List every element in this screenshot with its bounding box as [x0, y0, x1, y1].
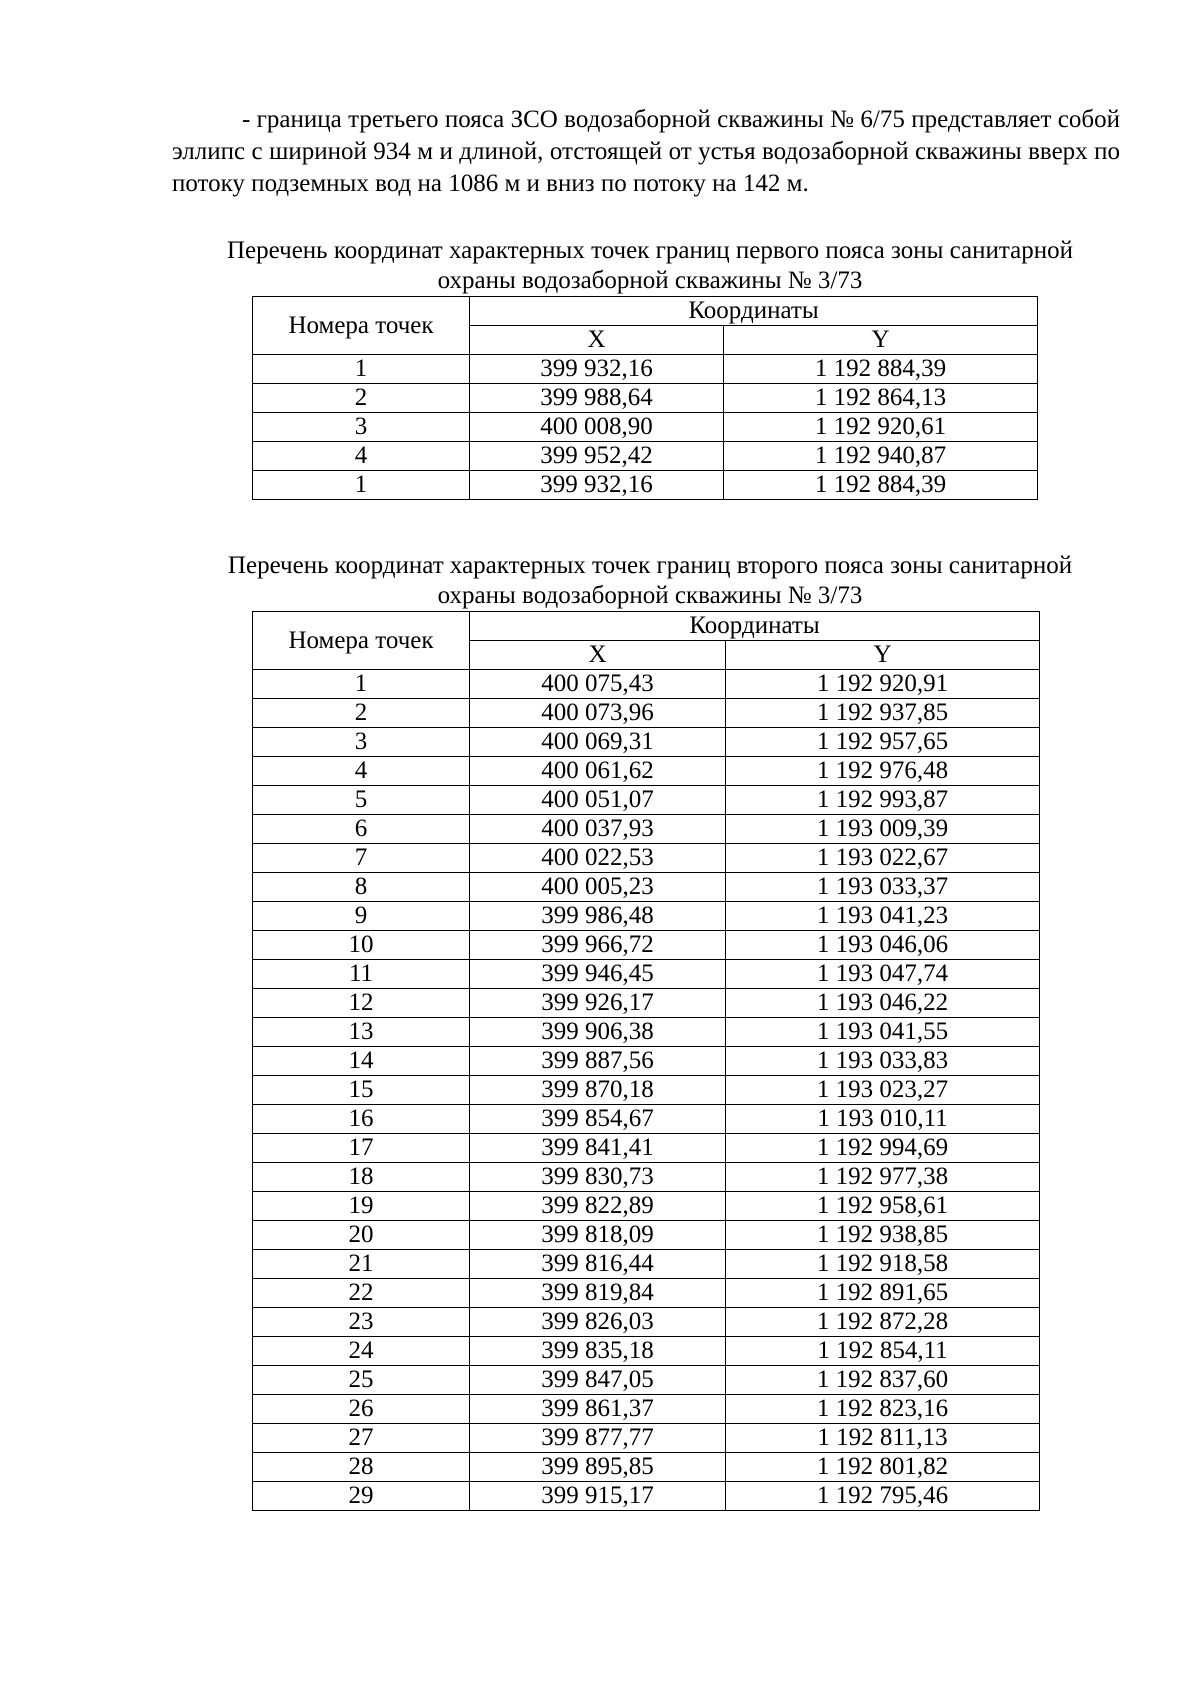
x-coordinate-cell: 399 877,77: [470, 1424, 726, 1453]
table-row: [253, 1076, 1040, 1105]
table-row: [253, 670, 1040, 699]
y-coordinate-cell: 1 193 046,06: [726, 931, 1040, 960]
y-coordinate-cell: 1 192 872,28: [726, 1308, 1040, 1337]
y-coordinate-cell: 1 192 937,85: [726, 699, 1040, 728]
x-coordinate-cell: 399 835,18: [470, 1337, 726, 1366]
point-number-cell: 19: [253, 1192, 470, 1221]
header-coordinates: Координаты: [470, 612, 1040, 641]
x-coordinate-cell: 399 818,09: [470, 1221, 726, 1250]
x-coordinate-cell: 399 926,17: [470, 989, 726, 1018]
y-coordinate-cell: 1 192 795,46: [726, 1482, 1040, 1511]
x-coordinate-cell: 399 932,16: [470, 355, 724, 384]
y-coordinate-cell: 1 192 884,39: [724, 471, 1038, 500]
point-number-cell: 26: [253, 1395, 470, 1424]
y-coordinate-cell: 1 192 957,65: [726, 728, 1040, 757]
intro-paragraph: [172, 104, 1120, 200]
y-coordinate-cell: 1 193 033,37: [726, 873, 1040, 902]
point-number-cell: 5: [253, 786, 470, 815]
x-coordinate-cell: 400 069,31: [470, 728, 726, 757]
table2-caption-line1: Перечень координат характерных точек границ второго пояса зоны санитарной: [227, 552, 1073, 579]
y-coordinate-cell: 1 192 891,65: [726, 1279, 1040, 1308]
x-coordinate-cell: 400 008,90: [470, 413, 724, 442]
table-row: [253, 931, 1040, 960]
y-coordinate-cell: 1 193 041,55: [726, 1018, 1040, 1047]
y-coordinate-cell: 1 192 977,38: [726, 1163, 1040, 1192]
table-row: [253, 1366, 1040, 1395]
table-row: [253, 873, 1040, 902]
y-coordinate-cell: 1 192 811,13: [726, 1424, 1040, 1453]
point-number-cell: 29: [253, 1482, 470, 1511]
header-x: X: [470, 326, 724, 355]
table1-caption-line1: Перечень координат характерных точек границ первого пояса зоны санитарной: [227, 237, 1073, 264]
x-coordinate-cell: 399 932,16: [470, 471, 724, 500]
table-row: [253, 1453, 1040, 1482]
table1-caption-line2: охраны водозаборной скважины № 3/73: [437, 267, 863, 294]
point-number-cell: 1: [253, 355, 470, 384]
y-coordinate-cell: 1 192 976,48: [726, 757, 1040, 786]
x-coordinate-cell: 399 895,85: [470, 1453, 726, 1482]
y-coordinate-cell: 1 192 837,60: [726, 1366, 1040, 1395]
y-coordinate-cell: 1 193 033,83: [726, 1047, 1040, 1076]
point-number-cell: 7: [253, 844, 470, 873]
y-coordinate-cell: 1 192 884,39: [724, 355, 1038, 384]
y-coordinate-cell: 1 192 801,82: [726, 1453, 1040, 1482]
x-coordinate-cell: 399 822,89: [470, 1192, 726, 1221]
header-y: Y: [726, 641, 1040, 670]
table2-caption-line2: охраны водозаборной скважины № 3/73: [437, 582, 863, 609]
table-row: [253, 902, 1040, 931]
first-belt-coordinates-table: [252, 296, 1038, 500]
y-coordinate-cell: 1 192 918,58: [726, 1250, 1040, 1279]
y-coordinate-cell: 1 193 046,22: [726, 989, 1040, 1018]
y-coordinate-cell: 1 193 009,39: [726, 815, 1040, 844]
table-row: [253, 960, 1040, 989]
point-number-cell: 2: [253, 384, 470, 413]
x-coordinate-cell: 399 966,72: [470, 931, 726, 960]
point-number-cell: 14: [253, 1047, 470, 1076]
point-number-cell: 12: [253, 989, 470, 1018]
x-coordinate-cell: 399 986,48: [470, 902, 726, 931]
point-number-cell: 4: [253, 442, 470, 471]
point-number-cell: 16: [253, 1105, 470, 1134]
point-number-cell: 11: [253, 960, 470, 989]
point-number-cell: 10: [253, 931, 470, 960]
y-coordinate-cell: 1 192 823,16: [726, 1395, 1040, 1424]
table-row: [253, 815, 1040, 844]
table-row: [253, 471, 1038, 500]
table-row: [253, 1163, 1040, 1192]
point-number-cell: 9: [253, 902, 470, 931]
x-coordinate-cell: 399 847,05: [470, 1366, 726, 1395]
point-number-cell: 25: [253, 1366, 470, 1395]
x-coordinate-cell: 399 819,84: [470, 1279, 726, 1308]
x-coordinate-cell: 400 073,96: [470, 699, 726, 728]
table-row: [253, 1424, 1040, 1453]
point-number-cell: 13: [253, 1018, 470, 1047]
y-coordinate-cell: 1 193 023,27: [726, 1076, 1040, 1105]
point-number-cell: 17: [253, 1134, 470, 1163]
x-coordinate-cell: 399 906,38: [470, 1018, 726, 1047]
x-coordinate-cell: 399 988,64: [470, 384, 724, 413]
y-coordinate-cell: 1 192 938,85: [726, 1221, 1040, 1250]
point-number-cell: 2: [253, 699, 470, 728]
x-coordinate-cell: 399 870,18: [470, 1076, 726, 1105]
second-belt-coordinates-table: [252, 611, 1040, 1511]
point-number-cell: 8: [253, 873, 470, 902]
y-coordinate-cell: 1 193 041,23: [726, 902, 1040, 931]
table-row: [253, 844, 1040, 873]
point-number-cell: 23: [253, 1308, 470, 1337]
table1-body: [253, 355, 1038, 500]
y-coordinate-cell: 1 192 958,61: [726, 1192, 1040, 1221]
point-number-cell: 3: [253, 728, 470, 757]
y-coordinate-cell: 1 192 864,13: [724, 384, 1038, 413]
header-x: X: [470, 641, 726, 670]
table-row: [253, 355, 1038, 384]
table-row: [253, 1279, 1040, 1308]
point-number-cell: 1: [253, 471, 470, 500]
x-coordinate-cell: 400 005,23: [470, 873, 726, 902]
x-coordinate-cell: 399 826,03: [470, 1308, 726, 1337]
y-coordinate-cell: 1 193 010,11: [726, 1105, 1040, 1134]
header-point-numbers: Номера точек: [253, 612, 470, 670]
x-coordinate-cell: 399 915,17: [470, 1482, 726, 1511]
point-number-cell: 15: [253, 1076, 470, 1105]
table-row: [253, 699, 1040, 728]
x-coordinate-cell: 400 051,07: [470, 786, 726, 815]
table-row: [253, 1018, 1040, 1047]
y-coordinate-cell: 1 193 022,67: [726, 844, 1040, 873]
header-y: Y: [724, 326, 1038, 355]
table-row: [253, 1221, 1040, 1250]
table-row: [253, 786, 1040, 815]
table-row: [253, 728, 1040, 757]
table2-caption: [150, 551, 1150, 611]
table-row: [253, 1308, 1040, 1337]
table-row: [253, 1482, 1040, 1511]
x-coordinate-cell: 400 061,62: [470, 757, 726, 786]
point-number-cell: 4: [253, 757, 470, 786]
point-number-cell: 27: [253, 1424, 470, 1453]
header-coordinates: Координаты: [470, 297, 1038, 326]
table-row: [253, 1047, 1040, 1076]
point-number-cell: 20: [253, 1221, 470, 1250]
table1-caption: [150, 236, 1150, 296]
x-coordinate-cell: 400 075,43: [470, 670, 726, 699]
table-row: [253, 1105, 1040, 1134]
x-coordinate-cell: 400 022,53: [470, 844, 726, 873]
y-coordinate-cell: 1 192 854,11: [726, 1337, 1040, 1366]
point-number-cell: 1: [253, 670, 470, 699]
table2-body: [253, 670, 1040, 1511]
table-row: [253, 1192, 1040, 1221]
x-coordinate-cell: 399 854,67: [470, 1105, 726, 1134]
header-point-numbers: Номера точек: [253, 297, 470, 355]
table-row: [253, 1134, 1040, 1163]
y-coordinate-cell: 1 193 047,74: [726, 960, 1040, 989]
y-coordinate-cell: 1 192 920,91: [726, 670, 1040, 699]
table-row: [253, 384, 1038, 413]
x-coordinate-cell: 399 887,56: [470, 1047, 726, 1076]
y-coordinate-cell: 1 192 993,87: [726, 786, 1040, 815]
point-number-cell: 22: [253, 1279, 470, 1308]
x-coordinate-cell: 400 037,93: [470, 815, 726, 844]
table-row: [253, 442, 1038, 471]
table-row: [253, 757, 1040, 786]
point-number-cell: 6: [253, 815, 470, 844]
table-row: [253, 413, 1038, 442]
table-row: [253, 1250, 1040, 1279]
x-coordinate-cell: 399 861,37: [470, 1395, 726, 1424]
point-number-cell: 18: [253, 1163, 470, 1192]
x-coordinate-cell: 399 816,44: [470, 1250, 726, 1279]
table-row: [253, 989, 1040, 1018]
point-number-cell: 3: [253, 413, 470, 442]
intro-paragraph-text: - граница третьего пояса ЗСО водозаборной скважины № 6/75 представляет собой эллипс с шириной 934 м и длиной, отстоящей от устья водозаборной скважины вверх по потоку подземных вод на 1086 м и вниз по потоку на 142 м.: [172, 106, 1120, 197]
y-coordinate-cell: 1 192 920,61: [724, 413, 1038, 442]
x-coordinate-cell: 399 830,73: [470, 1163, 726, 1192]
y-coordinate-cell: 1 192 994,69: [726, 1134, 1040, 1163]
table-row: [253, 1395, 1040, 1424]
point-number-cell: 24: [253, 1337, 470, 1366]
x-coordinate-cell: 399 841,41: [470, 1134, 726, 1163]
point-number-cell: 28: [253, 1453, 470, 1482]
x-coordinate-cell: 399 946,45: [470, 960, 726, 989]
table-row: [253, 1337, 1040, 1366]
point-number-cell: 21: [253, 1250, 470, 1279]
x-coordinate-cell: 399 952,42: [470, 442, 724, 471]
y-coordinate-cell: 1 192 940,87: [724, 442, 1038, 471]
